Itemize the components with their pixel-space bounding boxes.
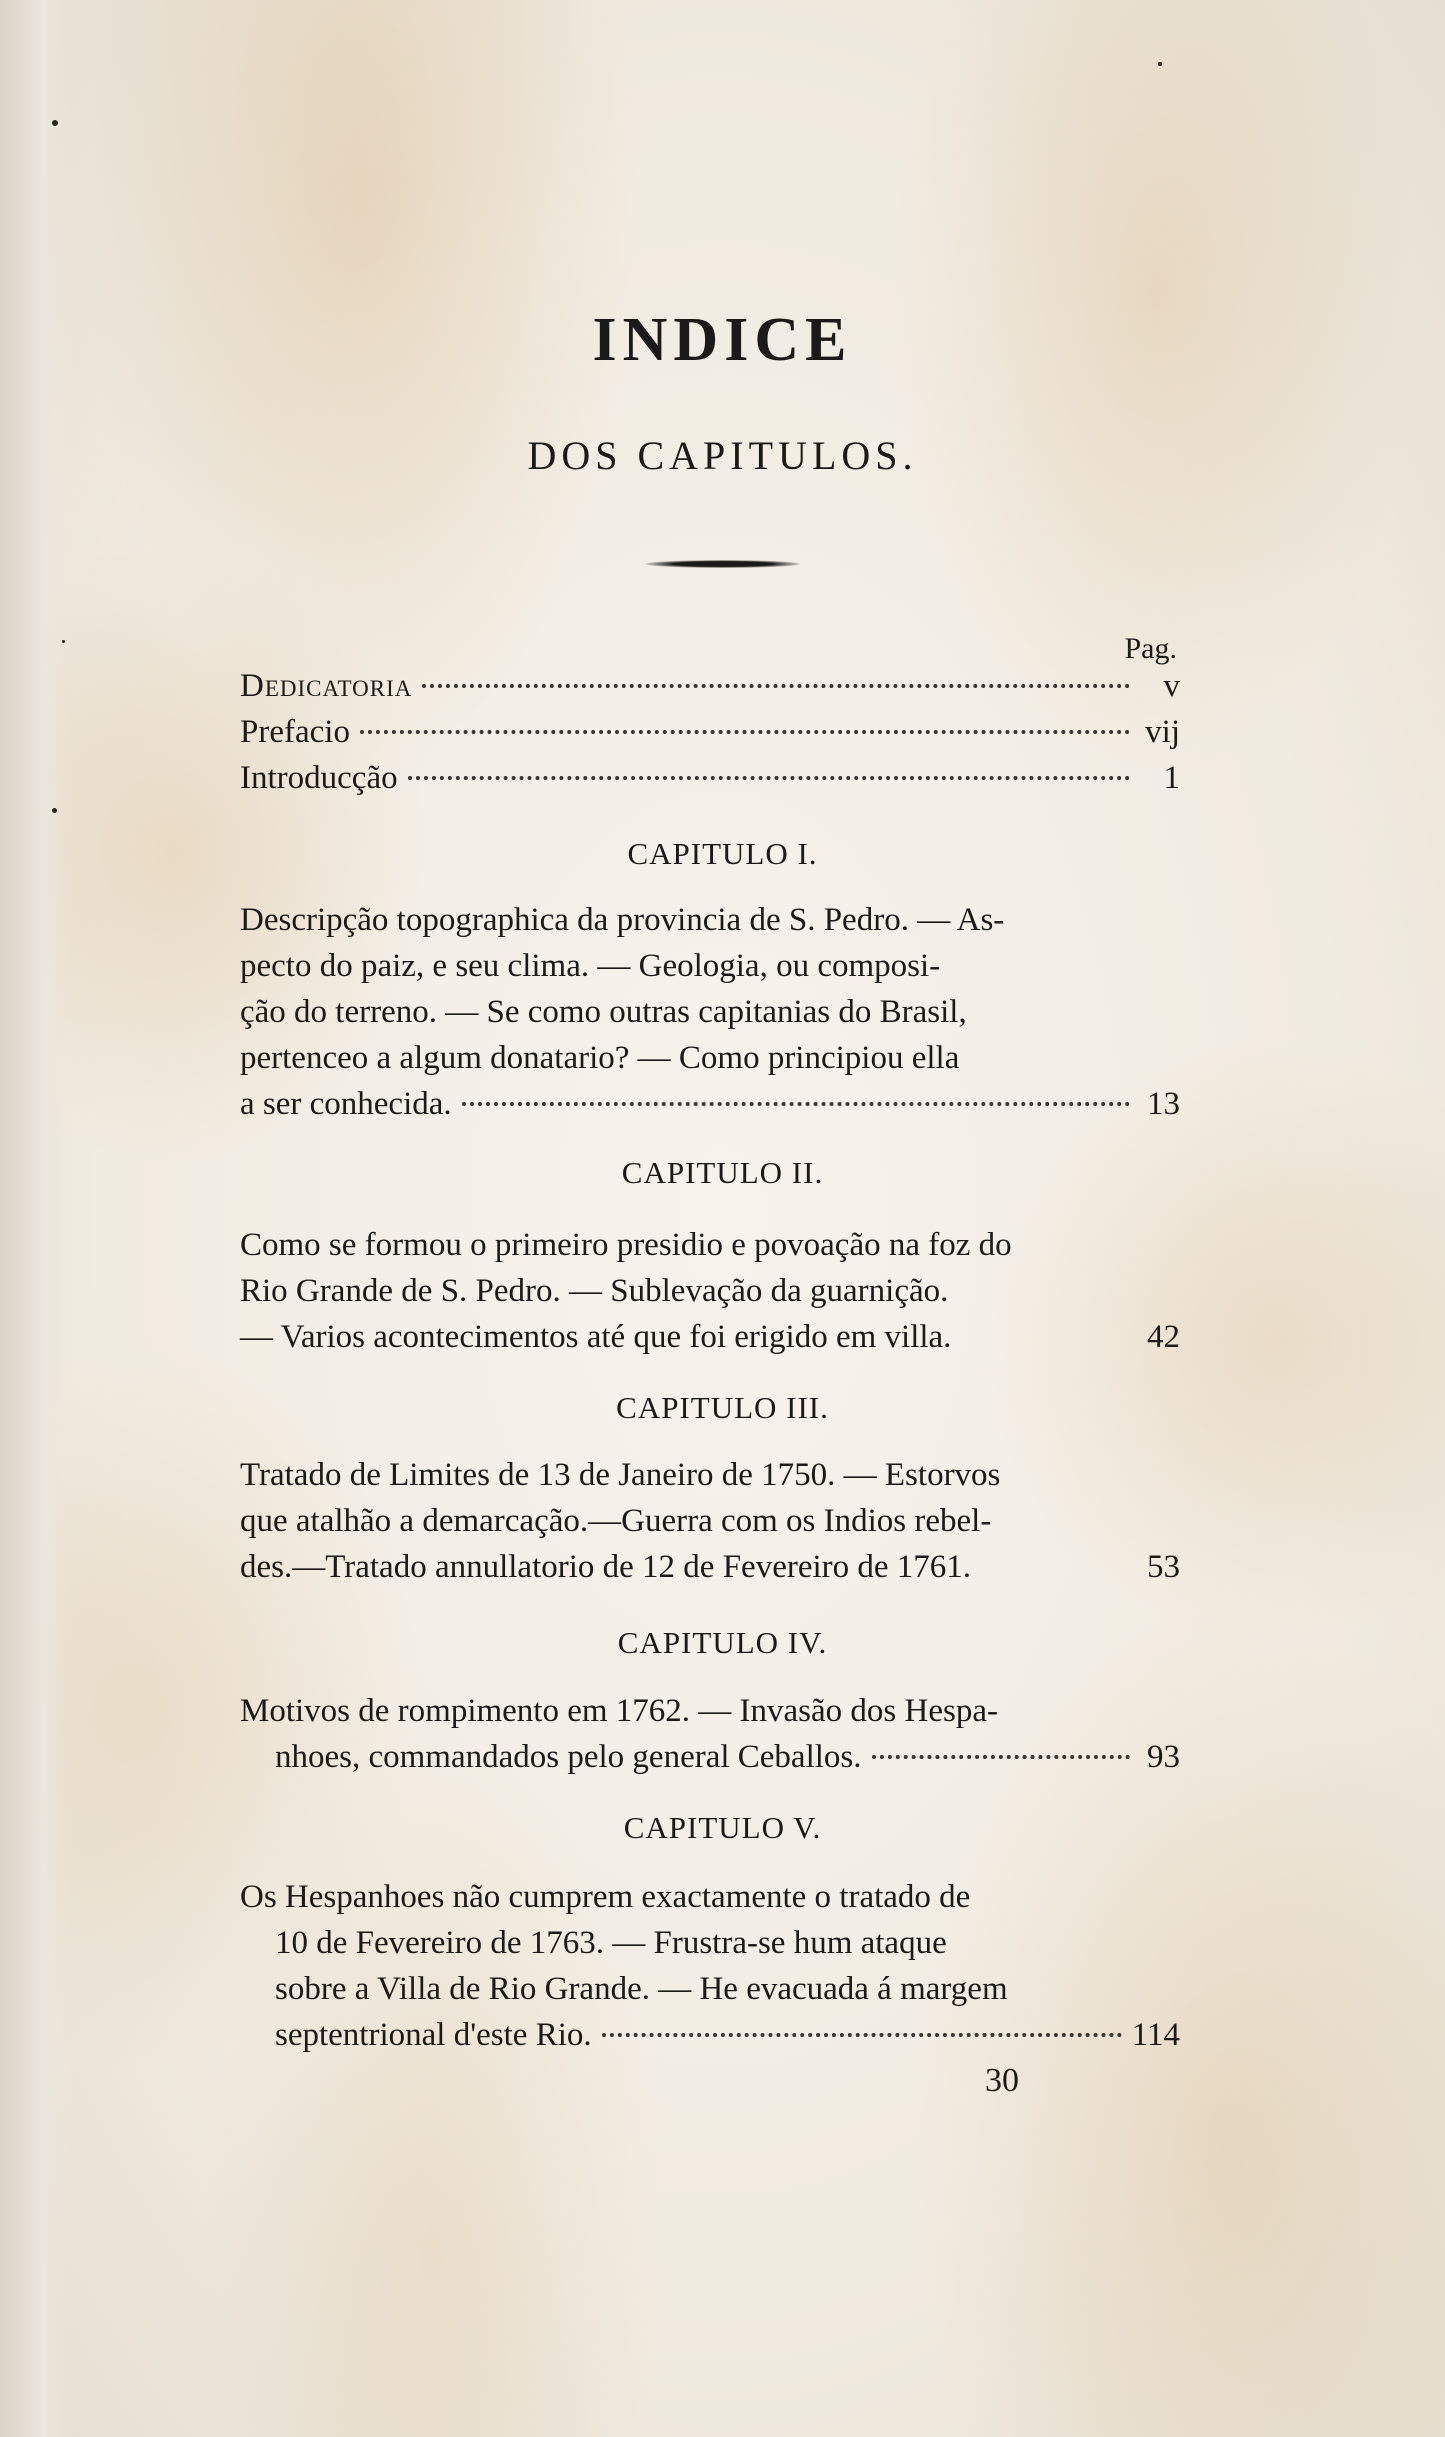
- summary-line: [240, 1314, 1180, 1360]
- leader-dots: [872, 1755, 1130, 1759]
- summary-line: [240, 943, 1180, 989]
- summary-line: [240, 989, 1180, 1035]
- summary-text: sobre a Villa de Rio Grande. — He evacuada á margem: [275, 1971, 1008, 2007]
- summary-line: [240, 1544, 1180, 1590]
- toc-entry-introduccao[interactable]: [240, 760, 1180, 806]
- summary-text: pertenceo a algum donatario? — Como principiou ella: [240, 1040, 960, 1076]
- page-column-header: Pag.: [1124, 632, 1177, 665]
- summary-text: — Varios acontecimentos até que foi erigido em villa.: [240, 1319, 952, 1355]
- summary-line: [240, 1035, 1180, 1081]
- summary-text: a ser conhecida.: [240, 1086, 452, 1122]
- summary-text: pecto do paiz, e seu clima. — Geologia, ou composi-: [240, 948, 941, 984]
- chapter-heading: CAPITULO I.: [627, 836, 818, 871]
- toc-entry-page: v: [1163, 668, 1180, 704]
- chapter-page: 13: [1147, 1086, 1180, 1122]
- signature-mark: 30: [985, 2062, 1019, 2099]
- ink-speck: [52, 120, 58, 126]
- summary-text: nhoes, commandados pelo general Ceballos.: [275, 1739, 862, 1775]
- leader-dots: [408, 776, 1130, 780]
- summary-text: Rio Grande de S. Pedro. — Sublevação da guarnição.: [240, 1273, 949, 1309]
- summary-line: [240, 1452, 1180, 1498]
- chapter-summary[interactable]: [240, 1874, 1180, 2058]
- summary-line: [240, 1734, 1180, 1780]
- summary-text: Motivos de rompimento em 1762. — Invasão dos Hespa-: [240, 1693, 998, 1729]
- summary-line: [240, 1874, 1180, 1920]
- leader-dots: [602, 2033, 1122, 2037]
- summary-text: septentrional d'este Rio.: [275, 2017, 592, 2053]
- summary-line: [240, 1688, 1180, 1734]
- summary-line: [240, 1920, 1180, 1966]
- summary-line: [240, 1498, 1180, 1544]
- summary-text: 10 de Fevereiro de 1763. — Frustra-se hum ataque: [275, 1925, 947, 1961]
- toc-entry-dedicatoria[interactable]: [240, 668, 1180, 714]
- summary-line: [240, 2012, 1180, 2058]
- summary-text: Descripção topographica da provincia de S. Pedro. — As-: [240, 902, 1005, 938]
- summary-line: [240, 1268, 1180, 1314]
- chapter-summary[interactable]: [240, 1688, 1180, 1780]
- summary-text: que atalhão a demarcação.—Guerra com os Indios rebel-: [240, 1503, 992, 1539]
- toc-entry-label: Dedicatoria: [240, 668, 413, 704]
- chapter-heading: CAPITULO V.: [623, 1810, 822, 1845]
- summary-text: Como se formou o primeiro presidio e povoação na foz do: [240, 1227, 1012, 1263]
- summary-line: [240, 1966, 1180, 2012]
- title-rule: [645, 560, 800, 568]
- chapter-heading: CAPITULO III.: [616, 1390, 829, 1425]
- summary-line: [240, 1222, 1180, 1268]
- chapter-summary[interactable]: [240, 1222, 1180, 1360]
- summary-line: [240, 897, 1180, 943]
- summary-text: Os Hespanhoes não cumprem exactamente o tratado de: [240, 1879, 971, 1915]
- summary-line: [240, 1081, 1180, 1127]
- chapter-summary[interactable]: [240, 897, 1180, 1127]
- toc-entry-label: Prefacio: [240, 714, 350, 750]
- chapter-page: 114: [1131, 2017, 1180, 2053]
- ink-speck: [1158, 62, 1162, 66]
- summary-text: Tratado de Limites de 13 de Janeiro de 1750. — Estorvos: [240, 1457, 1001, 1493]
- summary-text: ção do terreno. — Se como outras capitanias do Brasil,: [240, 994, 967, 1030]
- chapter-page: 93: [1147, 1739, 1180, 1775]
- toc-entry-page: vij: [1145, 714, 1180, 750]
- toc-entry-prefacio[interactable]: [240, 714, 1180, 760]
- chapter-heading: CAPITULO IV.: [617, 1625, 828, 1660]
- leader-dots: [360, 730, 1130, 734]
- page-subtitle: DOS CAPITULOS.: [527, 433, 918, 478]
- ink-speck: [62, 640, 65, 643]
- chapter-page: 53: [1147, 1549, 1180, 1585]
- leader-dots: [422, 684, 1130, 688]
- toc-entry-label: Introducção: [240, 760, 398, 796]
- chapter-heading: CAPITULO II.: [621, 1155, 824, 1190]
- chapter-page: 42: [1147, 1319, 1180, 1355]
- chapter-summary[interactable]: [240, 1452, 1180, 1590]
- leader-dots: [462, 1102, 1130, 1106]
- page-title: INDICE: [592, 306, 853, 374]
- summary-text: des.—Tratado annullatorio de 12 de Fevereiro de 1761.: [240, 1549, 972, 1585]
- toc-entry-page: 1: [1163, 760, 1180, 796]
- ink-speck: [52, 808, 57, 813]
